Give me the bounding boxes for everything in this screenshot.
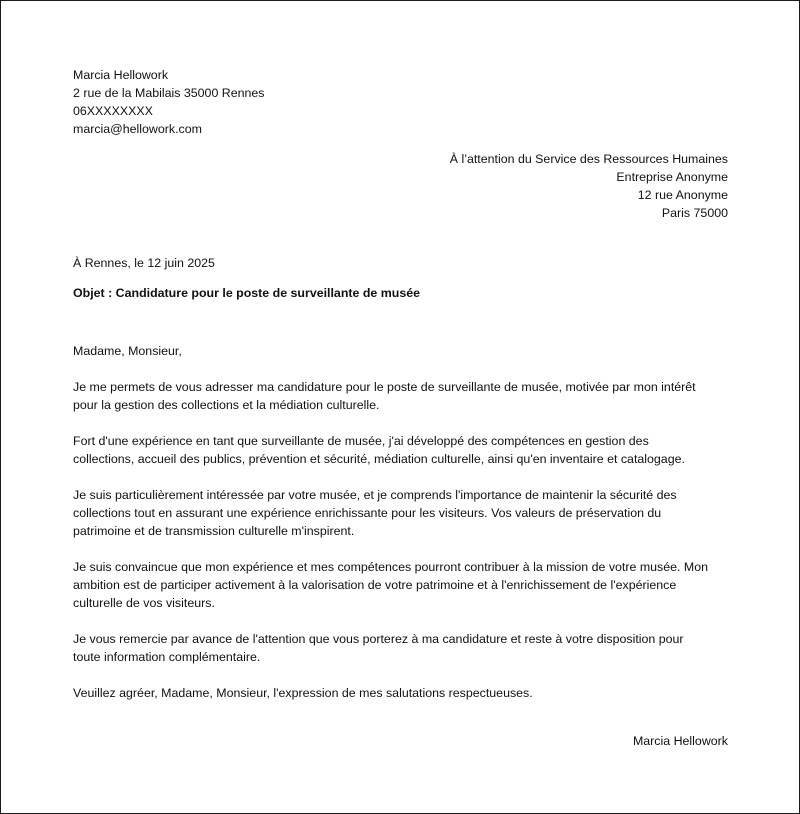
paragraph-line: Je suis convaincue que mon expérience et mes compétences pourront contribuer à la mission de votre musée. Mon [73,560,709,574]
recipient-block [73,150,728,222]
paragraph-line: pour la gestion des collections et la médiation culturelle. [73,398,380,412]
sender-name: Marcia Hellowork [73,68,169,82]
paragraph-line: culturelle de vos visiteurs. [73,596,215,610]
sender-email: marcia@hellowork.com [73,122,202,136]
paragraph-line: Je suis particulièrement intéressée par votre musée, et je comprends l'importance de maintenir la sécurité des [73,488,677,502]
paragraph-line: Je me permets de vous adresser ma candidature pour le poste de surveillante de musée, motivée par mon intérêt [73,380,696,394]
salutation [73,342,728,360]
body-paragraphs [73,378,728,702]
date-line: À Rennes, le 12 juin 2025 [73,256,215,270]
salutation-text: Madame, Monsieur, [73,344,182,358]
body-paragraph [73,432,728,468]
body-paragraph [73,378,728,414]
sender-address: 2 rue de la Mabilais 35000 Rennes [73,86,265,100]
paragraph-line: patrimoine et de transmission culturelle m'inspirent. [73,524,355,538]
recipient-street: 12 rue Anonyme [637,188,728,202]
paragraph-line: collections tout en assurant une expérience enrichissante pour les visiteurs. Vos valeurs de préservation du [73,506,662,520]
paragraph-line: ambition est de participer activement à la valorisation de votre patrimoine et à l'enrichissement de l'expérience [73,578,677,592]
recipient-company: Entreprise Anonyme [616,170,728,184]
paragraph-line: Veuillez agréer, Madame, Monsieur, l'expression de mes salutations respectueuses. [73,686,533,700]
body-paragraph [73,486,728,540]
body-paragraph [73,558,728,612]
sender-block [73,66,728,138]
letter-body [73,342,728,720]
sender-phone: 06XXXXXXXX [73,104,153,118]
body-paragraph [73,684,728,702]
subject-line: Objet : Candidature pour le poste de surveillante de musée [73,286,421,300]
paragraph-line: toute information complémentaire. [73,650,261,664]
recipient-attention: À l’attention du Service des Ressources Humaines [449,152,728,166]
body-paragraph [73,630,728,666]
signature: Marcia Hellowork [632,734,728,748]
paragraph-line: Fort d'une expérience en tant que surveillante de musée, j'ai développé des compétences en gestion des [73,434,649,448]
recipient-city: Paris 75000 [661,206,728,220]
paragraph-line: collections, accueil des publics, prévention et sécurité, médiation culturelle, ainsi qu'en inventaire et catalogage. [73,452,685,466]
paragraph-line: Je vous remercie par avance de l'attention que vous porterez à ma candidature et reste à votre disposition pour [73,632,684,646]
